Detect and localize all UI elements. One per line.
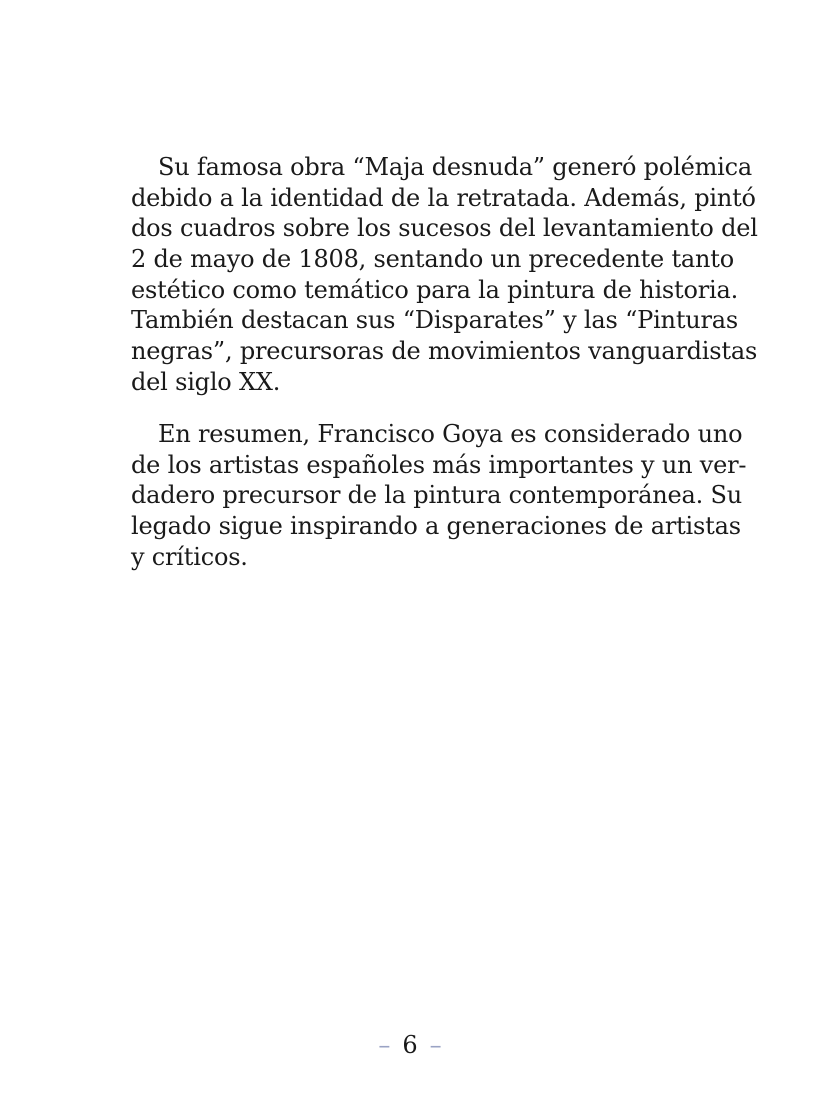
- page-number: 6: [402, 1031, 418, 1059]
- text-line: estético como temático para la pintura de historia.: [131, 275, 739, 304]
- text-line: negras”, precursoras de movimientos vanguardistas: [131, 337, 758, 366]
- text-line: También destacan sus “Disparates” y las “Pinturas: [131, 306, 739, 335]
- text-line: Su famosa obra “Maja desnuda” generó polémica: [158, 153, 752, 181]
- text-line: dadero precursor de la pintura contemporánea. Su: [131, 481, 742, 510]
- text-line: En resumen, Francisco Goya es considerado uno: [158, 420, 743, 448]
- page-number-footer: [0, 1030, 820, 1060]
- text-line: debido a la identidad de la retratada. Además, pintó: [131, 183, 756, 212]
- right-dash: –: [429, 1031, 442, 1059]
- text-line: legado sigue inspirando a generaciones de artistas: [131, 512, 741, 541]
- paragraph-2: [131, 419, 747, 572]
- text-line: del siglo XX.: [131, 367, 281, 396]
- paragraph-1: [131, 152, 758, 398]
- text-line: y críticos.: [131, 542, 248, 571]
- text-line: 2 de mayo de 1808, sentando un precedente tanto: [131, 245, 734, 274]
- left-dash: –: [378, 1031, 391, 1059]
- text-line: de los artistas españoles más importantes y un ver-: [131, 450, 747, 479]
- text-line: dos cuadros sobre los sucesos del levantamiento del: [131, 214, 758, 243]
